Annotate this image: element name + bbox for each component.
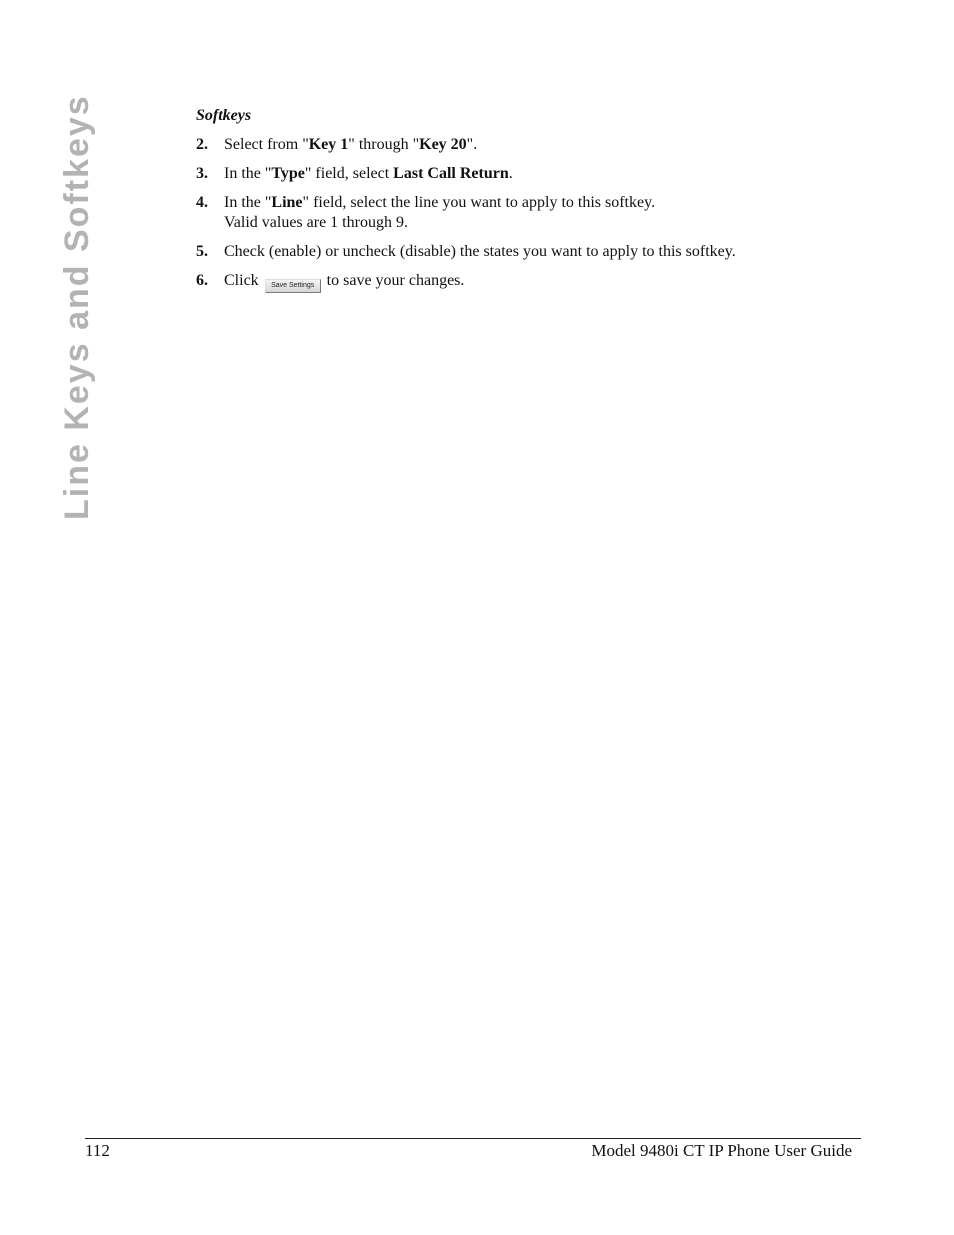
step-text <box>224 164 836 184</box>
step-4 <box>196 193 836 233</box>
main-content <box>196 106 836 302</box>
step-text <box>224 271 836 293</box>
text-run: Click <box>224 272 259 289</box>
text-run: Select from " <box>224 136 309 153</box>
step-2 <box>196 135 836 155</box>
bold-term: Type <box>271 165 305 182</box>
text-run: Valid values are 1 through 9. <box>224 214 408 231</box>
text-run: . <box>508 165 513 182</box>
side-tab-title: Line Keys and Softkeys <box>58 94 96 520</box>
text-run: " field, select the line you want to apply to this softkey. <box>302 194 656 211</box>
bold-term: Line <box>271 194 303 211</box>
step-text: Check (enable) or uncheck (disable) the states you want to apply to this softkey. <box>224 243 736 260</box>
save-settings-button[interactable]: Save Settings <box>265 279 321 293</box>
page-number: 112 <box>85 1141 110 1160</box>
step-6 <box>196 271 836 293</box>
bold-term: Last Call Return <box>393 165 509 182</box>
text-run: In the " <box>224 165 272 182</box>
footer-divider <box>85 1138 861 1139</box>
text-run: " through " <box>348 136 420 153</box>
step-text <box>224 193 836 233</box>
step-number: 5. <box>196 243 208 260</box>
text-run: " field, select <box>304 165 394 182</box>
section-heading: Softkeys <box>196 107 252 124</box>
step-text <box>224 135 836 155</box>
step-number: 6. <box>196 272 208 289</box>
step-3 <box>196 164 836 184</box>
bold-term: Key 1 <box>308 136 349 153</box>
step-number: 4. <box>196 194 208 211</box>
step-number: 2. <box>196 136 208 153</box>
text-run: ". <box>466 136 478 153</box>
step-number: 3. <box>196 165 208 182</box>
text-run: In the " <box>224 194 272 211</box>
guide-title: Model 9480i CT IP Phone User Guide <box>591 1141 852 1160</box>
text-run: to save your changes. <box>326 272 465 289</box>
step-5 <box>196 242 836 262</box>
bold-term: Key 20 <box>419 136 467 153</box>
